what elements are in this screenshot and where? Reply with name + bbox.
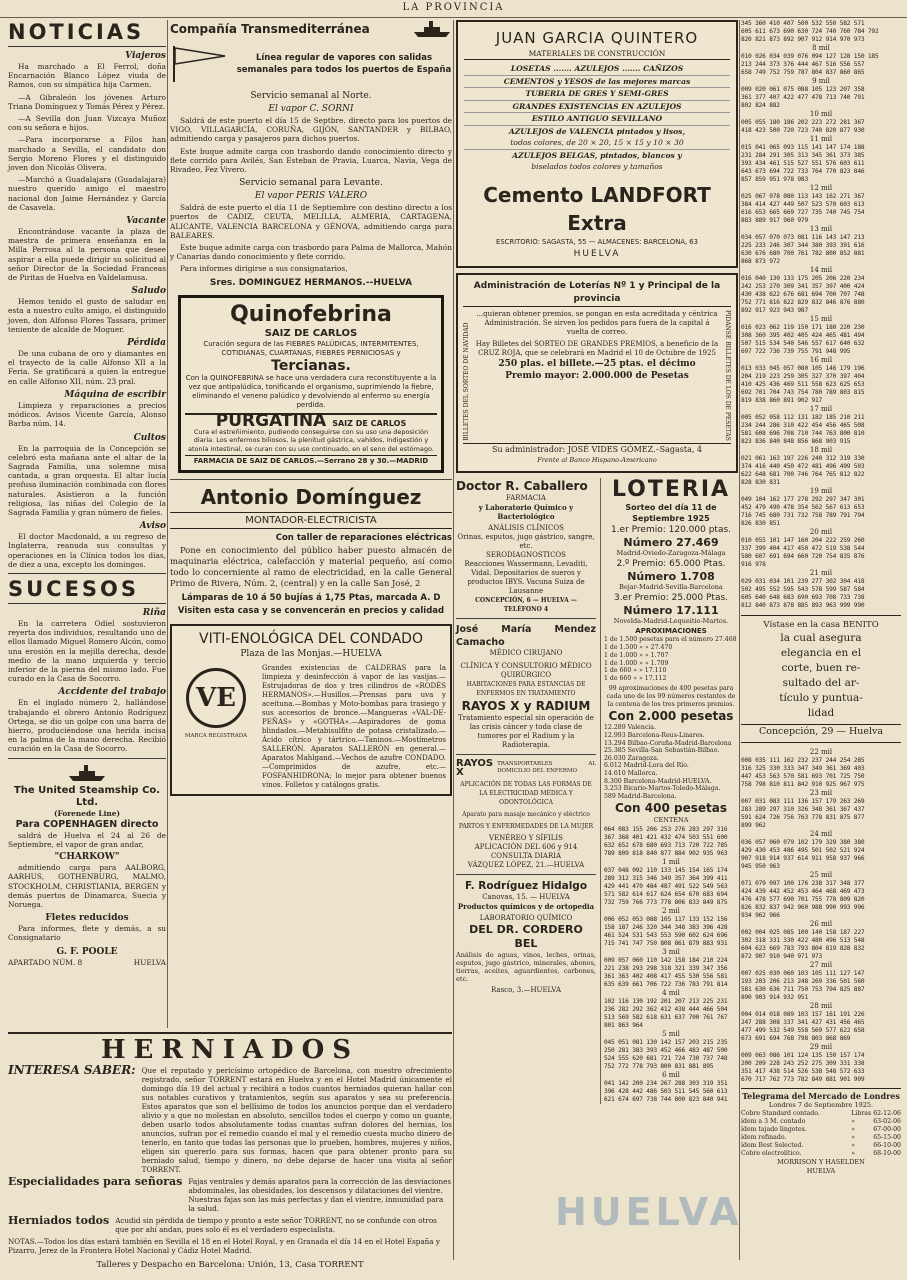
caballero-analisis: ANÁLISIS CLÍNICOS (488, 523, 564, 532)
number-block: 021 061 163 197 226 240 312 319 330 374 416 440 450 472 481 496 499 503 622 648 681 700 746 764 765 812 822 828 830 831 (741, 455, 865, 486)
archive-watermark: HUELVA (555, 1190, 743, 1234)
rayos-vazquez: VÁZQUEZ LÓPEZ, 21.—HUELVA (467, 860, 585, 869)
telegrama-value: 65-15-00 (873, 1134, 901, 1142)
number-block: 005 052 058 112 131 182 185 210 211 234 244 286 310 422 454 456 465 508 581 608 696 708 710 744 763 800 810 823 836 840 848 856 868 903 915 (741, 414, 865, 445)
juan-escritorio: ESCRITORIO: SAGASTA, 55 — ALMACENES: BARCELONA, 63 (496, 237, 698, 246)
benito-text: Vístase en la casa BENITO (763, 620, 879, 630)
quinofebrina-sub: SAIZ DE CARLOS (264, 327, 358, 339)
mendez-clinica: CLÍNICA Y CONSULTORIO MÉDICO QUIRÚRGICO (460, 661, 592, 679)
telegrama-item: ídem Best Selected. (741, 1142, 804, 1150)
juan-sub: MATERIALES DE CONSTRUCCIÓN (464, 48, 730, 60)
viti-body (176, 664, 446, 790)
rayos-venereo: VENÉREO Y SÍFILIS (489, 833, 563, 842)
transmed-linea: Línea regular de vapores con salidas semanales para todos los puertos de España (236, 53, 452, 75)
rayos-aparatos: Aparato para masaje mecánico y eléctrico (462, 810, 590, 818)
subhead-maquina: Máquina de escribir (64, 389, 166, 400)
telegrama-item: ídem refinado. (741, 1134, 787, 1142)
telegrama-date: Londres 7 de Septiembre 1925. (768, 1101, 874, 1109)
loteria-aprox-row: 1 de 660 » » 17.112 (604, 675, 667, 683)
mendez-rayos: RAYOS X y RADIUM (461, 698, 591, 713)
paragraph: Ha marchado a El Ferrol, doña Encarnación Blanco López viuda de Ramos, con su simpática hija Carmen. (8, 62, 166, 90)
herniados-text: Que el reputado y pericísimo ortopédico de Barcelona, con nuestro ofrecimiento registrado, señor TORRENT estará en Huelva y en el Hotel Madrid únicamente el domingo día 19 del actual y recibirá a todos cuantos herniados quieran hallar con sus notables curativos y tratamientos, según sus aparatos y sea su preferencia. Estos aparatos que son el bellísimo de todos los anuncios porque dan el verdadero alivio y a que no molestan en absoluto, sencillos todos el cuerpo y como un guante, deben usarlo todos absolutamente todas cuantas sufran dolores del hernias, los anuncios, sufran por el remedio cuando el mal y el remedio cuesta mucho dinero de tenerlo, en tanto que todas las personas que lo prueben, hombres, mujeres y niños, eligen sin quererlo para sus formas, hacen que para obtener pronto para su herniado salud, tiempo y dinero, no debe dejarse de hacer una visita al señor TORRENT. (141, 1066, 452, 1174)
telegrama-unit: Libras (851, 1110, 872, 1118)
paragraph: En la parroquia de la Concepción se celebró esta mañana ante el altar de la Sagrada Familia, una solemne misa cantada, a gran orquesta. El altar lucía profusa iluminación combinada con flores naturales. Asistieron a la función religiosa, las niñas del Colegio de la Sagrada Familia y gran número de fieles. (8, 443, 166, 517)
telegrama-row (741, 1118, 901, 1126)
viti-text: Grandes existencias de CALDERAS para la limpieza y desinfección á vapor de las vasijas.—Estrujadoras de dos y tres cilindros de «RODÉS HERMANOS».—Husillos.—Prensas para uva y aceituna.—Bombas y Moto-bombas para trasiego y sus accesorios de bronce.—Mangueras «VAL-DE-PEÑAS» y «GOTHA».—Aspiradores de goma blindados.—Metabisulfito de potasa cristalizado.—Ácido cítrico y tártrico.—Taninos.—Mostímetros SALLERÓN. Aparatos SALLERÓN en general.—Aparatos Mahlgand.—Vechos de azufre CONDADO.—Comprimidos de azufre, etc.—FOSFANHIDRONA; lo mejor para obtener buenos vinos. Folletos y catálogos gratis. (262, 664, 446, 790)
number-block: 006 052 053 088 105 117 133 152 156 158 187 246 320 344 348 383 396 428 461 524 531 543 553 590 602 624 696 715 741 747 750 808 861 879 883 931 (604, 915, 728, 947)
juan-city: HUELVA (573, 248, 621, 259)
paragraph: Para informes dirigirse a sus consignatarios, (180, 264, 348, 274)
number-block: 007 025 030 060 103 105 111 127 147 193 203 206 213 248 269 336 501 560 581 630 636 711 750 753 794 825 887 890 903 914 932 951 (741, 970, 865, 1001)
telegrama-unit: » (851, 1150, 855, 1158)
loteria-aprox: APROXIMACIONES (635, 627, 707, 636)
number-heading: 13 mil (809, 225, 833, 233)
number-heading: 16 mil (809, 356, 833, 364)
number-block: 007 031 083 111 136 157 179 263 269 283 289 297 310 326 348 361 367 437 591 624 726 756 763 778 831 875 877 899 962 (741, 798, 865, 829)
loteria-2000-row: 12.289 Valencia. (604, 724, 656, 732)
loteria-2000-row: 13.294 Bilbao-Coruña-Madrid-Barcelona (604, 739, 732, 747)
telegrama-row (741, 1126, 901, 1134)
admin-center (475, 310, 719, 441)
telegrama-item: Cobre Standard contado. (741, 1110, 820, 1118)
loteria-sorteo: Sorteo del día 11 de Septiembre 1925 (625, 502, 717, 523)
telegrama-row (741, 1110, 901, 1118)
juan-line: biselados todos colores y tamaños (531, 162, 663, 171)
antonio-taller: Con taller de reparaciones eléctricas (275, 533, 452, 544)
purgatina-title: PURGATINA (215, 410, 327, 431)
paragraph: —Marchó a Guadalajara (Guadalajara) nuestro querido amigo el maestro nacional don Jaime Hernández y García de Casavela. (8, 175, 166, 212)
number-block: 004 014 018 089 103 157 161 191 226 247 288 308 337 341 427 431 456 465 477 499 532 549 558 569 577 622 658 673 691 694 768 798 803 868 869 (741, 1011, 865, 1042)
herniados-especialidades (8, 1177, 452, 1213)
subhead-viajeros: Viajeros (125, 51, 166, 61)
loteria-con400: Con 400 pesetas (615, 801, 727, 816)
loteria-2000-row: 6.012 Madrid-Lora del Río. (604, 762, 689, 770)
herniados-todos (8, 1216, 452, 1234)
benito-line: lidad (807, 707, 835, 719)
number-heading: 3 mil (662, 947, 680, 956)
telegrama-row (741, 1142, 901, 1150)
number-heading: 25 mil (809, 871, 833, 879)
loteria-aprox-row: 1 de 1.000 » » 1.707 (604, 651, 669, 659)
loteria-p2: 2.º Premio: 65.000 Ptas. (616, 558, 726, 569)
paragraph: —A Sevilla don Juan Vizcaya Muñoz con su señora e hijos. (8, 114, 166, 133)
telegrama-value: 62-12-06 (873, 1110, 901, 1118)
loteria-c3: Novelda-Madrid-Lequeitio-Martos. (613, 616, 729, 625)
paragraph: En la carretera Odiel sostuvieron reyerta dos individuos, resultando uno de ellos llamado Miguel Romero Alcón, como una erosión en la mejilla derecha, desde medio de la mano izquierda y tercio inferior de la pierna del mismo lado. Fue curado en la Casa de Socorro. (8, 618, 166, 684)
loteria-n1: Número 27.469 (623, 535, 719, 549)
subhead-aviso: Aviso (139, 521, 166, 532)
subhead-accidente: Accidente del trabajo (58, 687, 166, 698)
united-route: Para COPENHAGEN directo (15, 818, 159, 830)
admin-left: BILLETES DEL SORTEO DE NAVIDAD (463, 322, 470, 441)
number-block: 013 033 045 057 080 105 146 179 196 204 219 223 259 305 327 370 397 404 410 425 436 469 511 558 623 625 653 692 701 704 743 754 780 789 803 815 819 838 860 891 902 917 (741, 365, 865, 404)
juan-line: CEMENTOS y YESOS de las mejores marcas (464, 76, 730, 89)
antonio-sub: MONTADOR-ELECTRICISTA (170, 512, 452, 529)
quinofebrina-text2: Con la QUINOFEBRINA se hace una verdadera cura reconstituyente a la vez que antipalúdica, tonificando el organismo, suprimiendo la fiebre, eliminando el veneno palúdico y devolviendo al enfermo su energía perdida. (185, 373, 437, 409)
united-line: (Forenede Line) (54, 808, 120, 818)
juan-line: TUBERIA DE GRES Y SEMI-GRES (464, 88, 730, 101)
paragraph: admitiendo carga para AALBORG, AARHUS, GOTHENBURG, MALMO, STOCKHOLM, CHRISTIANIA, BERGEN y demás puertos de Dinamarca, Suecia y Noruega. (8, 863, 166, 909)
telegrama (741, 1088, 901, 1177)
transmed-norte: Servicio semanal al Norte. (250, 91, 372, 101)
number-block: 102 116 130 192 201 207 213 225 231 236 282 292 362 412 438 444 466 504 513 569 582 618 631 637 700 761 767 801 863 964 (604, 997, 728, 1029)
number-block: 049 104 162 177 278 292 297 347 301 452 479 490 478 354 562 567 613 653 716 745 680 731 732 758 789 791 794 826 830 851 (741, 496, 865, 527)
number-heading: 23 mil (809, 789, 833, 797)
herniados-todos-title: Herniados todos (8, 1214, 110, 1227)
benito-ad (741, 615, 901, 743)
viti-logo-wrap (176, 664, 256, 790)
admin-frente: Frente al Banco Hispano-Americano (537, 456, 657, 465)
paragraph: De una cubana de oro y diamantes en el trayecto de la calle Alfonso XII a la Feria. Se gratificará a quien la entregue en calle Alfonso XII, núm. 23 pral. (8, 349, 166, 386)
quinofebrina-ad (178, 295, 444, 474)
loteria-title: LOTERIA (611, 476, 731, 502)
number-heading: 9 mil (812, 77, 830, 85)
hidalgo-text: Análisis de aguas, vinos, leches, orinas, esputos, jugo gástrico, minerales, abonos, tierras, aceites, aguardientes, carbones, etc. (456, 950, 596, 983)
admin-premio: Premio mayor: 2.000.000 de Pesetas (505, 370, 689, 381)
united-city: HUELVA (133, 957, 166, 967)
transmed-consignatarios: Sres. DOMINGUEZ HERMANOS.--HUELVA (209, 277, 413, 288)
column-ads-right (456, 20, 738, 1260)
caballero-sero-text: Reacciones Wassermann, Levaditi, Vidal. Depositarios de sueros y productos IBYS. Vacuna Suiza de Lausanne (464, 559, 588, 595)
number-block: 064 083 155 206 253 276 283 297 316 367 368 401 421 432 474 503 551 600 632 652 678 680 693 713 720 722 785 789 809 818 840 877 884 902 935 963 (604, 825, 728, 857)
united-footer (8, 958, 166, 967)
loteria-aprox-row: 1 de 1.500 » » 27.470 (604, 643, 673, 651)
rayos-text: APLICACIÓN DE TODAS LAS FORMAS DE LA ELECTRICIDAD MÉDICA Y ODONTOLÓGICA (460, 780, 592, 806)
loteria-aprox-row: 1 de 1.000 » » 1.709 (604, 659, 669, 667)
number-heading: 10 mil (809, 110, 833, 118)
juan-cemento: Cemento LANDFORT Extra (483, 182, 711, 235)
transmed-levante: Servicio semanal para Levante. (239, 178, 383, 189)
herniados-esp-title: Especialidades para señoras (8, 1175, 183, 1188)
juan-line: LOSETAS ....... AZULEJOS ....... CAÑIZOS (464, 63, 730, 76)
loteria-2000-row: 589 Madrid-Barcelona. (604, 792, 677, 800)
rayos-partos: PARTOS Y ENFERMEDADES DE LA MUJER (458, 822, 594, 830)
herniados-todos-text: Acudid sin pérdida de tiempo y pronto a este señor TORRENT, no se confunde con otros que por ahí andan, pues solo él es el verdadero especialista. (115, 1216, 437, 1234)
paragraph: Saldrá de este puerto el día 11 de Septiembre con destino directo a los puertos de CADIZ, CEUTA, MELILLA, ALMERIA, CARTAGENA, ALICANTE, VALENCIA BARCELONA y GÉNOVA, admitiendo carga para BALEARES. (170, 203, 452, 240)
subhead-rina: Riña (142, 607, 166, 618)
rayos-header (456, 759, 596, 777)
steamship-icon (412, 20, 452, 38)
column-divider (167, 20, 168, 1028)
hidalgo-rasco: Rasco, 3.—HUELVA (490, 985, 562, 994)
admin-loterias-ad (456, 273, 738, 473)
paragraph: En el inglado número 2, hallándose trabajando el obrero Antonio Rodríguez Ortega, se dio un golpe con una barra de hierro, produciéndose una herida incisa en la palma de la mano derecha. Recibió curación en la Casa de Socorro. (8, 698, 166, 754)
admin-right: PIDANSE BILLETES DE LOS DE PESETAS (724, 309, 731, 441)
column-divider (739, 20, 740, 1260)
transmed-banner (170, 44, 452, 84)
telegrama-unit: » (851, 1118, 855, 1126)
telegrama-row (741, 1150, 901, 1158)
herniados-esp-text: Fajas ventrales y demás aparatos para la corrección de las desviaciones abdominales, las obesidades, los descensos y dilataciones del vientre. Nuestras fajas son las más perfectas y dan el vientre, inmunidad para la salud. (188, 1177, 452, 1213)
rayos-title: RAYOS X (456, 757, 494, 778)
herniados-ad (8, 1032, 452, 1270)
steamship-icon (67, 763, 107, 783)
divider (456, 874, 596, 875)
loteria-aprox-row: 1 de 1.500 pesetas para el número 27.468 (604, 636, 737, 644)
purgatina-farmacia: FARMACIA DE SAIZ DE CARLOS.—Serrano 28 y 30.—MADRID (185, 455, 437, 466)
loteria-p3: 3.er Premio: 25.000 Ptas. (613, 592, 729, 603)
rayos-sub: TRANSPORTABLES AL DOMICILIO DEL ENFERMO (497, 760, 596, 774)
hidalgo-address: Canovas, 15. — HUELVA (482, 892, 570, 901)
telegrama-value: 67-00-00 (873, 1126, 901, 1134)
mendez-text: Tratamiento especial sin operación de las crisis cáncer y toda clase de tumores por el Radium y la Radioterapia. (458, 713, 594, 749)
loteria-n2: Número 1.708 (627, 569, 715, 583)
telegrama-value: 68-10-00 (873, 1150, 901, 1158)
number-block: 008 035 111 162 232 237 244 254 285 316 325 330 333 347 349 361 369 403 447 453 563 570 581 693 701 725 750 758 798 810 811 842 910 925 967 975 (741, 757, 865, 788)
telegrama-value: 66-10-00 (873, 1142, 901, 1150)
subhead-perdida: Pérdida (127, 338, 166, 349)
number-block: 010 055 101 147 160 204 222 259 260 337 399 404 417 450 472 519 538 544 580 607 691 694 660 720 754 835 876 916 978 (741, 537, 865, 568)
number-heading: 15 mil (809, 315, 833, 323)
herniados-body (8, 1063, 452, 1174)
juan-line: ESTILO ANTIGUO SEVILLANO (464, 113, 730, 126)
loteria-2000-row: 3.253 Bicario-Martos-Toledo-Málaga. (604, 785, 721, 793)
number-block: 015 041 065 093 115 141 147 174 188 231 284 291 305 313 345 361 373 385 393 434 461 515 527 551 576 603 611 643 673 694 722 733 764 770 823 846 857 859 951 978 983 (741, 144, 865, 183)
telegrama-unit: » (851, 1126, 855, 1134)
telegrama-value: 63-02-06 (873, 1118, 901, 1126)
viti-marca: MARCA REGISTRADA (184, 733, 248, 740)
paragraph: Hemos tenido el gusto de saludar en esta a nuestro culto amigo, el distinguido joven, don Alfonso Flores Tassara, primer teniente de alcalde de Moguer. (8, 297, 166, 334)
juan-garcia-ad (456, 20, 738, 268)
number-heading: 27 mil (809, 961, 833, 969)
number-heading: 22 mil (809, 748, 833, 756)
loteria-2000-row: 25.385 Sevilla-San Sebastián-Bilbao. (604, 747, 720, 755)
number-block: 045 051 081 130 142 157 203 215 235 250 281 383 393 452 466 483 487 500 524 555 620 681 721 724 730 737 748 752 772 778 793 800 831 881 895 (604, 1038, 728, 1070)
number-block: 029 031 034 101 239 277 302 304 418 502 495 552 595 543 578 599 587 584 605 640 648 683 690 693 708 733 738 812 840 873 878 885 893 963 999 990 (741, 578, 865, 609)
c3-lower (456, 478, 738, 1104)
admin-body (463, 310, 731, 441)
juan-title: JUAN GARCIA QUINTERO (495, 29, 699, 47)
column-loteria-numbers (741, 20, 901, 1260)
divider (456, 618, 596, 619)
number-heading: 8 mil (812, 44, 830, 52)
rayos-aplicacion: APLICACIÓN DEL 606 y 914 (474, 842, 578, 851)
united-title: The United Steamship Co. Ltd. (13, 784, 161, 808)
admin-administrador: Su administrador: JOSÉ VIDES GÓMEZ.–Sagasta, 4 (463, 443, 731, 456)
benito-address: Concepción, 29 — Huelva (741, 724, 901, 739)
quinofebrina-text: Curación segura de las FIEBRES PALÚDICAS, INTERMITENTES, COTIDIANAS, CUARTANAS, FIEBRES PERNICIOSAS y (203, 339, 419, 357)
benito-line: la cual asegura (780, 632, 862, 644)
juan-line: GRANDES EXISTENCIAS EN AZULEJOS (464, 101, 730, 114)
rayos-consulta: CONSULTA DIARIA (490, 851, 562, 860)
herniados-title: HERNIADOS (100, 1035, 360, 1065)
admin-title: Administración de Loterías Nº 1 y Principal de la provincia (463, 280, 731, 307)
loteria-aprox-row: 1 de 660 » » 17.110 (604, 667, 667, 675)
viti-logo: VE (186, 668, 246, 728)
number-heading: 14 mil (809, 266, 833, 274)
number-block: 016 023 062 119 150 171 180 220 230 308 360 395 402 405 424 465 481 494 507 515 534 540 546 557 617 640 632 697 722 736 739 755 791 948 995 (741, 324, 865, 355)
purgatina-sub: SAIZ DE CARLOS (332, 418, 407, 428)
paragraph: —A Gibraleón los jóvenes Arturo Triana Domínguez y Tomás Pérez y Pérez. (8, 92, 166, 111)
viti-title: VITI-ENOLÓGICA DEL CONDADO (199, 631, 423, 648)
caballero-analisis-text: Orinas, esputos, jugo gástrico, sangre, etc. (457, 532, 595, 550)
number-heading: 17 mil (809, 405, 833, 413)
number-heading: 21 mil (809, 569, 833, 577)
number-block: 037 048 092 110 133 145 154 165 174 289 312 315 346 349 357 364 399 411 429 441 470 484 487 491 522 549 563 571 582 614 617 624 654 670 683 694 732 759 766 773 778 806 833 849 875 (604, 866, 728, 906)
telegrama-item: ídem a 3 M. contado (741, 1118, 806, 1126)
paragraph: Este buque admite carga con trasbordo para Palma de Mallorca, Mahón y Canarias dando conocimiento y flete corrido. (170, 243, 452, 262)
telegrama-item: Cobre electrolítico. (741, 1150, 802, 1158)
number-heading: 5 mil (662, 1029, 680, 1038)
number-heading: 11 mil (809, 135, 833, 143)
hidalgo-productos: Productos químicos y de ortopedia (457, 901, 595, 911)
loteria-p1: 1.er Premio: 120.000 ptas. (610, 524, 732, 535)
paragraph: Este buque admite carga con trasbordo dando conocimiento directo y flete corrido para Avilés, San Esteban de Pravia, Luarca, Navia, Vega de Rivadeo, Fez Vivero. (170, 146, 452, 175)
admin-hay: Hay Billetes del SORTEO DE GRANDES PREMIOS, a beneficio de la CRUZ ROJA, que se celebrará en Madrid el 10 de Octubre de 1925 (475, 339, 719, 357)
number-heading: 28 mil (809, 1002, 833, 1010)
transmed-vapor1: El vapor C. SORNI (268, 104, 354, 114)
viti-ad (170, 624, 452, 796)
united-fletes: Fletes reducidos (45, 913, 129, 924)
column-divider (453, 20, 454, 1260)
number-heading: 19 mil (809, 487, 833, 495)
caballero-sero: SERODIAGNOSTICOS (486, 550, 566, 559)
benito-line: tículo y puntua- (779, 692, 863, 704)
number-heading: 20 mil (809, 528, 833, 536)
caballero-farmacia: FARMACIA (506, 493, 546, 502)
transmed-title: Compañía Transmediterránea (170, 22, 370, 36)
quinofebrina-title: Quinofebrina (230, 301, 392, 327)
united-apartado: APARTADO NÚM. 8 (8, 957, 83, 967)
antonio-visiten: Visiten esta casa y se convencerán en precios y calidad (177, 606, 445, 617)
telegrama-title: Telegrama del Mercado de Londres (742, 1091, 900, 1101)
number-block: 002 004 025 085 100 140 158 187 227 302 318 331 330 422 480 496 513 548 604 623 669 783 793 804 819 828 832 872 907 910 940 971 973 (741, 929, 865, 960)
transmed-header (170, 20, 452, 38)
telegrama-row (741, 1134, 901, 1142)
loteria-2000-row: 12.993 Barcelona-Reus-Linares. (604, 731, 705, 739)
antonio-title: Antonio Domínguez (200, 485, 422, 510)
telegrama-unit: » (851, 1142, 855, 1150)
transmed-vapor2: El vapor PERIS VALERO (254, 191, 368, 202)
mendez-sub: MÉDICO CIRUJANO (489, 648, 563, 657)
loteria-n3: Número 17.111 (623, 603, 719, 617)
divider (8, 758, 166, 759)
section-title-noticias: NOTICIAS (8, 20, 166, 47)
number-block: 005 055 180 186 202 223 272 281 367 418 423 500 720 723 740 820 877 930 (741, 119, 865, 134)
loteria-column (600, 478, 738, 1104)
united-agent: G. F. POOLE (56, 946, 118, 957)
mendez-habitaciones: HABITACIONES PARA ESTANCIAS DE ENFERMOS EN TRATAMIENTO (466, 680, 586, 697)
number-heading: 6 mil (662, 1070, 680, 1079)
number-block: 009 057 060 110 142 158 184 210 224 221 238 293 298 318 321 339 347 356 361 363 402 408 417 455 530 556 581 635 639 661 706 722 736 783 791 814 (604, 956, 728, 988)
subhead-saludo: Saludo (131, 286, 166, 297)
paragraph: Saldrá de este puerto el día 15 de Septbre. directo para los puertos de VIGO, VILLAGARCÍA, CORUÑA, GIJÓN, SANTANDER y BILBAO, admitiendo carga y pasajeros para dichos puertos. (170, 116, 452, 144)
loteria-noventa: 99 aproximaciones de 400 pesetas para cada uno de los 99 números restantes de la centena de los tres primeros premios. (606, 684, 736, 708)
benito-line: elegancia en el (780, 647, 862, 659)
number-heading: 2 mil (662, 906, 680, 915)
flag-icon (170, 44, 230, 84)
subhead-cultos: Cultos (133, 432, 166, 443)
divider (456, 754, 596, 755)
hidalgo-lab: LABORATORIO QUÍMICO (479, 913, 573, 922)
paragraph: El doctor Macdonald, a su regreso de Inglaterra, reanuda sus consultas y operaciones en la Clínica todos los días, de diez a una, excepto los domingos. (8, 532, 166, 569)
loteria-c1: Madrid-Oviedo-Zaragoza-Málaga (616, 548, 726, 557)
benito-line: corte, buen re- (781, 662, 861, 674)
number-block: 009 063 086 101 124 135 150 157 174 200 209 228 243 252 275 309 331 338 351 417 438 514 526 538 548 572 633 670 717 762 773 782 849 881 901 909 (741, 1052, 865, 1083)
juan-line: todos colores, de 20 × 20, 15 × 15 y 10 × 30 (464, 137, 730, 150)
caballero-title: Doctor R. Caballero (456, 478, 588, 493)
antonio-lamparas: Lámparas de 10 á 50 bujías á 1,75 Ptas, marcada A. D (181, 593, 441, 604)
hidalgo-title: F. Rodríguez Hidalgo (464, 879, 588, 892)
caballero-lab: y Laboratorio Químico y Bacteriológico (478, 502, 574, 521)
loteria-con2000: Con 2.000 pesetas (608, 709, 734, 724)
telegrama-firm: MORRISON Y HASELDEN (777, 1158, 865, 1167)
column-noticias (8, 20, 166, 1028)
loteria-2000-row: 26.030 Zaragoza. (604, 754, 659, 762)
subhead-vacante: Vacante (126, 216, 166, 227)
herniados-notas: NOTAS.—Todos los días estará también en Sevilla el 18 en el Hotel Royal, y en Granada el día 14 en el Hotel España y Pizarro, Jerez de la Frontera Hotel Nacional y Cádiz Hotel Madrid. (8, 1237, 440, 1255)
number-heading: 12 mil (809, 184, 833, 192)
paragraph: Limpieza y reparaciones a precios módicos. Avisos Vicente García, Alonso Barba núm. 14. (8, 400, 166, 429)
number-block: 034 057 070 073 081 116 143 147 213 225 233 246 307 344 380 393 391 616 630 676 680 700 761 782 800 852 881 868 873 972 (741, 234, 865, 265)
paragraph: Pone en conocimiento del público haber puesto almacén de maquinaria eléctrica, calefacción y material pequeño, así como todo lo concerniente al ramo de electricidad, en la calle General Primo de Rivera, Núm. 2, (central) y en la calle San José, 2 (170, 545, 452, 589)
benito-line: sultado del ar- (782, 677, 860, 689)
number-block: 041 142 200 234 267 288 303 319 351 396 428 442 486 503 511 545 560 613 621 674 697 738 744 800 823 840 941 (604, 1079, 728, 1103)
paragraph: Encontrándose vacante la plaza de maestra de primera enseñanza en la Milla Perrosa al la persona que desee aspirar a ella puede dirigir su solicitud al señor Director de la Sociedad Franceas de Piritas de Huelva en Valdelamusa. (8, 227, 166, 283)
column-ads-left (170, 20, 452, 1028)
juan-line: AZULEJOS BELGAS, pintados, blancos y (512, 150, 682, 160)
loteria-2000-row: 8.300 Barcelona-Madrid-HUELVA. (604, 777, 712, 785)
number-heading: 26 mil (809, 920, 833, 928)
paragraph: —Para incorporarse a Filos han marchado a Sevilla, el candidato don Sergio Moreno Flores y el distinguido joven don Nicolás Olivera. (8, 135, 166, 173)
herniados-talleres: Talleres y Despacho en Barcelona: Unión, 13, Casa TORRENT (96, 1260, 364, 1270)
number-block: 345 360 410 407 500 532 550 582 571 605 611 673 690 630 724 740 760 784 792 820 821 873 892 907 912 914 970 973 (741, 20, 879, 43)
divider (170, 479, 452, 480)
paragraph: Para informes, flete y demás, a su Consignatario (8, 924, 166, 943)
masthead: LA PROVINCIA (0, 0, 907, 18)
number-block: 016 040 130 133 175 205 206 220 234 242 253 270 309 341 357 397 400 424 430 438 622 676 681 694 700 707 748 752 771 816 822 829 832 846 876 880 892 917 923 943 987 (741, 275, 865, 314)
loteria-c2: Bejar-Madrid-Sevilla-Barcelona (619, 582, 723, 591)
loteria-centena: CENTENA (653, 816, 689, 825)
herniados-interesa: INTERESA SABER: (8, 1063, 136, 1077)
number-block: 009 020 061 075 088 105 123 207 358 361 377 407 422 477 478 713 740 791 802 824 882 (741, 86, 865, 109)
admin-text: ...quieran obtener premios, se pongan en esta acreditada y céntrica Administración. Se sirven los pedidos para fuera de la capital á vuelta de correo. (476, 309, 718, 336)
juan-line: AZULEJOS de VALENCIA pintados y lisos, (508, 126, 686, 136)
section-title-sucesos: SUCESOS (8, 573, 166, 604)
telegrama-unit: » (851, 1134, 855, 1142)
number-block: 071 079 097 100 176 238 317 348 377 424 439 442 452 453 464 468 469 473 476 478 577 690 701 755 778 809 820 826 832 837 942 960 988 990 993 996 934 962 966 (741, 880, 865, 919)
number-heading: 18 mil (809, 446, 833, 454)
purgatina-header (185, 410, 437, 431)
c3-lower-left (456, 478, 596, 1104)
hidalgo-del: DEL DR. CORDERO BEL (469, 922, 583, 950)
number-heading: 29 mil (809, 1043, 833, 1051)
number-block: 025 067 078 080 113 143 162 271 367 384 414 427 449 507 523 570 603 613 616 653 665 669 727 735 740 745 754 883 889 917 960 979 (741, 193, 865, 224)
admin-precio: 250 plas. el billete.—25 ptas. el décimo (498, 358, 696, 369)
purgatina-text: Cura el estreñimiento, pudiendo conseguirse con su uso una deposición diaria. Los enfermos biliosos, la plenitud gástrica, vahídos, indigestión y atonía intestinal, se curan con su uso continuado, en el seno del estómago. (188, 427, 434, 453)
number-block: 010 026 034 039 076 094 127 128 150 185 213 244 373 376 444 467 516 556 557 658 749 752 759 787 804 837 860 865 (741, 53, 879, 76)
paragraph: saldrá de Huelva el 24 al 26 de Septiembre, el vapor de gran andar, (8, 830, 166, 849)
number-heading: 4 mil (662, 988, 680, 997)
number-heading: 1 mil (662, 857, 680, 866)
viti-sub: Plaza de las Monjas.—HUELVA (240, 649, 382, 660)
mendez-title: José María Mendez Camacho (456, 623, 596, 648)
united-ship: "CHARKOW" (54, 852, 120, 863)
quinofebrina-tercianas: Tercianas. (271, 357, 351, 374)
number-block: 036 057 060 079 102 179 329 380 380 429 430 453 486 495 501 502 521 924 907 918 914 937 614 911 958 937 966 945 950 963 (741, 839, 865, 870)
telegrama-city: HUELVA (806, 1167, 836, 1176)
loteria-2000-row: 14.610 Mallorca. (604, 769, 658, 777)
caballero-address: CONCEPCIÓN, 6 — HUELVA — TELÉFONO 4 (475, 596, 577, 613)
telegrama-item: ídem tajado lingotes. (741, 1126, 807, 1134)
number-heading: 24 mil (809, 830, 833, 838)
